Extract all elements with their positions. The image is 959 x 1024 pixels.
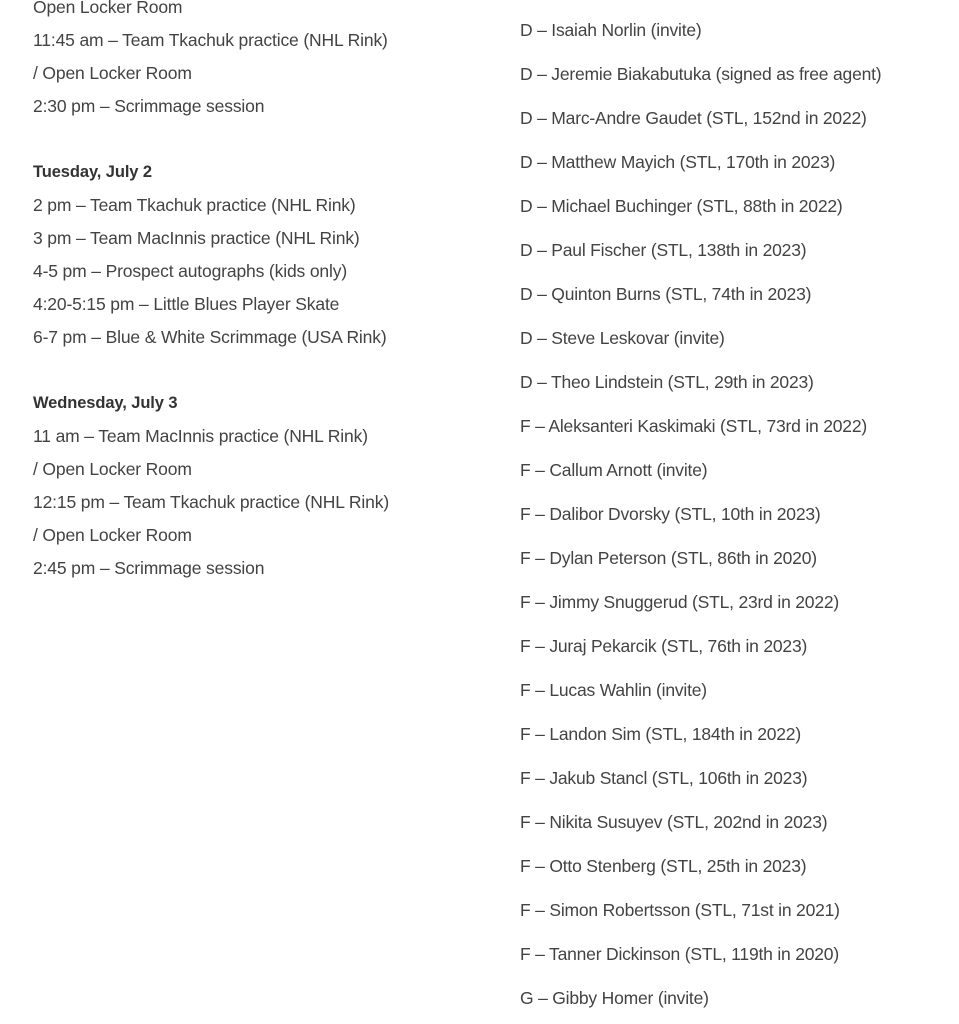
schedule-event-line: 2 pm – Team Tkachuk practice (NHL Rink) — [33, 195, 356, 215]
roster-line-clipped — [520, 0, 959, 8]
schedule-day-block — [33, 156, 500, 354]
roster-player-line: D – Theo Lindstein (STL, 29th in 2023) — [520, 372, 814, 392]
roster-player-line: D – Marc-Andre Gaudet (STL, 152nd in 2022) — [520, 108, 867, 128]
roster-player-line: D – Matthew Mayich (STL, 170th in 2023) — [520, 152, 836, 172]
roster-player-line: F – Landon Sim (STL, 184th in 2022) — [520, 724, 801, 744]
schedule-event-line: 11:45 am – Team Tkachuk practice (NHL Rink) — [33, 30, 388, 50]
schedule-event-line: / Open Locker Room — [33, 459, 192, 479]
roster-player-line: F – Jakub Stancl (STL, 106th in 2023) — [520, 768, 808, 788]
schedule-event-line: 11 am – Team MacInnis practice (NHL Rink) — [33, 426, 368, 446]
roster-player-line: D – Paul Fischer (STL, 138th in 2023) — [520, 240, 807, 260]
schedule-event-line: 4:20-5:15 pm – Little Blues Player Skate — [33, 294, 340, 314]
roster-player-line: F – Juraj Pekarcik (STL, 76th in 2023) — [520, 636, 808, 656]
roster-player-line: D – Steve Leskovar (invite) — [520, 328, 725, 348]
roster-player-line: F – Nikita Susuyev (STL, 202nd in 2023) — [520, 812, 828, 832]
schedule-event-line: Open Locker Room — [33, 0, 183, 17]
roster-player-line: F – Jimmy Snuggerud (STL, 23rd in 2022) — [520, 592, 840, 612]
roster-column — [500, 0, 959, 1020]
roster-player-line: F – Dalibor Dvorsky (STL, 10th in 2023) — [520, 504, 821, 524]
schedule-day-block — [33, 0, 500, 123]
schedule-event-line: / Open Locker Room — [33, 63, 192, 83]
roster-player-line: F – Dylan Peterson (STL, 86th in 2020) — [520, 548, 817, 568]
schedule-event-line: 12:15 pm – Team Tkachuk practice (NHL Rink) — [33, 492, 390, 512]
roster-player-line: D – Michael Buchinger (STL, 88th in 2022) — [520, 196, 843, 216]
roster-player-line: F – Lucas Wahlin (invite) — [520, 680, 707, 700]
schedule-day-heading: Tuesday, July 2 — [33, 163, 152, 181]
roster-player-line: F – Otto Stenberg (STL, 25th in 2023) — [520, 856, 807, 876]
roster-player-line: F – Aleksanteri Kaskimaki (STL, 73rd in 2022) — [520, 416, 867, 436]
roster-player-line: F – Tanner Dickinson (STL, 119th in 2020) — [520, 944, 839, 964]
roster-player-line: D – Jeremie Biakabutuka (signed as free agent) — [520, 64, 882, 84]
schedule-day-block — [33, 387, 500, 585]
roster-player-line: G – Gibby Homer (invite) — [520, 988, 709, 1008]
roster-player-line: F – Simon Robertsson (STL, 71st in 2021) — [520, 900, 840, 920]
schedule-event-line: 2:45 pm – Scrimmage session — [33, 558, 265, 578]
schedule-event-line: 3 pm – Team MacInnis practice (NHL Rink) — [33, 228, 360, 248]
schedule-event-line: 2:30 pm – Scrimmage session — [33, 96, 265, 116]
roster-player-line: D – Isaiah Norlin (invite) — [520, 20, 702, 40]
schedule-event-line: / Open Locker Room — [33, 525, 192, 545]
schedule-event-line: 4-5 pm – Prospect autographs (kids only) — [33, 261, 348, 281]
schedule-event-line: 6-7 pm – Blue & White Scrimmage (USA Rink) — [33, 327, 387, 347]
schedule-day-heading: Wednesday, July 3 — [33, 394, 178, 412]
roster-player-line: F – Callum Arnott (invite) — [520, 460, 708, 480]
schedule-column — [0, 0, 500, 618]
roster-player-line: D – Quinton Burns (STL, 74th in 2023) — [520, 284, 812, 304]
